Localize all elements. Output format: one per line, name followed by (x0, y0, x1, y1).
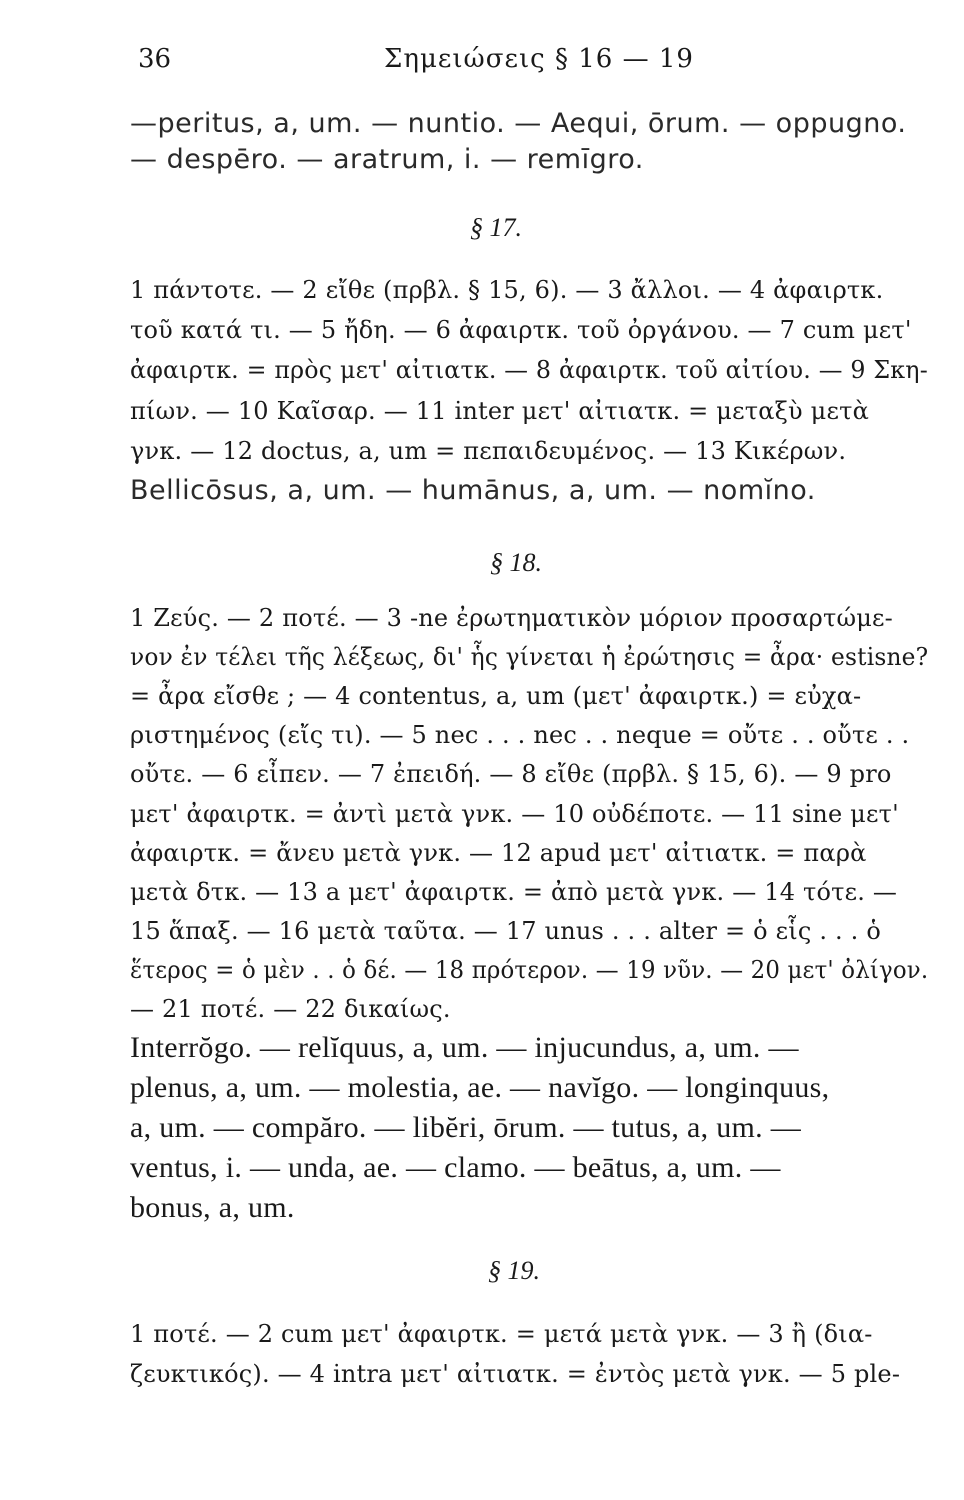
section16-line-1: —peritus, a, um. — nuntio. — Aequi, ōrum. — oppugno. (130, 108, 907, 139)
section18-line-5: οὔτε. — 6 εἶπεν. — 7 ἐπειδή. — 8 εἴθε (πρβλ. § 15, 6). — 9 pro (130, 760, 892, 788)
section18-line-1: 1 Ζεύς. — 2 ποτέ. — 3 -ne ἐρωτηματικὸν μόριον προσαρτώμε- (130, 604, 893, 632)
section19-line-2: ζευκτικός). — 4 intra μετ' αἰτιατκ. = ἐντὸς μετὰ γνκ. — 5 ple- (130, 1360, 901, 1388)
section17-line-3: ἀφαιρτκ. = πρὸς μετ' αἰτιατκ. — 8 ἀφαιρτκ. τοῦ αἰτίου. — 9 Σκη- (130, 356, 928, 384)
page-header (128, 40, 924, 80)
section16-line-2: — despēro. — aratrum, i. — remīgro. (130, 144, 644, 175)
section17-latin: Bellicōsus, a, um. — humānus, a, um. — nomĭno. (130, 475, 816, 506)
page-number: 36 (138, 44, 172, 74)
section19-heading: § 19. (488, 1256, 540, 1285)
section18-line-4: ριστημένος (εἴς τι). — 5 nec . . . nec . . neque = οὔτε . . οὔτε . . (130, 721, 910, 749)
section18-latin-1: Interrŏgo. — relĭquus, a, um. — injucundus, a, um. — (130, 1031, 799, 1064)
section18-line-10: ἕτερος = ὁ μὲν . . ὁ δέ. — 18 πρότερον. — 19 νῦν. — 20 μετ' ὀλίγον. (130, 956, 929, 984)
section18-heading: § 18. (490, 548, 542, 577)
section18-line-11: — 21 ποτέ. — 22 δικαίως. (130, 995, 451, 1023)
section19-line-1: 1 ποτέ. — 2 cum μετ' ἀφαιρτκ. = μετά μετὰ γνκ. — 3 ἢ (δια- (130, 1320, 873, 1348)
section18-line-2: νον ἐν τέλει τῆς λέξεως, δι' ἧς γίνεται ἡ ἐρώτησις = ἆρα· estisne? (130, 643, 929, 671)
section17-line-4: πίων. — 10 Καῖσαρ. — 11 inter μετ' αἰτιατκ. = μεταξὺ μετὰ (130, 397, 869, 425)
section18-line-7: ἀφαιρτκ. = ἄνευ μετὰ γνκ. — 12 apud μετ' αἰτιατκ. = παρὰ (130, 839, 867, 867)
section18-latin-2: plenus, a, um. — molestia, ae. — navĭgo. — longinquus, (130, 1071, 830, 1104)
section18-latin-5: bonus, a, um. (130, 1191, 295, 1224)
section17-heading: § 17. (470, 213, 522, 242)
running-head: Σημειώσεις § 16 — 19 (384, 44, 694, 74)
section18-line-6: μετ' ἀφαιρτκ. = ἀντὶ μετὰ γνκ. — 10 οὐδέποτε. — 11 sine μετ' (130, 800, 899, 828)
section17-line-2: τοῦ κατά τι. — 5 ἤδη. — 6 ἀφαιρτκ. τοῦ ὀργάνου. — 7 cum μετ' (130, 316, 912, 344)
section18-latin-3: a, um. — compăro. — libĕri, ōrum. — tutus, a, um. — (130, 1111, 802, 1144)
section18-line-8: μετὰ δτκ. — 13 a μετ' ἀφαιρτκ. = ἀπὸ μετὰ γνκ. — 14 τότε. — (130, 878, 898, 906)
section18-latin-4: ventus, i. — unda, ae. — clamo. — beātus, a, um. — (130, 1151, 781, 1184)
section17-line-5: γνκ. — 12 doctus, a, um = πεπαιδευμένος. — 13 Κικέρων. (130, 437, 847, 465)
section17-line-1: 1 πάντοτε. — 2 εἴθε (πρβλ. § 15, 6). — 3 ἄλλοι. — 4 ἀφαιρτκ. (130, 276, 884, 304)
section18-line-9: 15 ἅπαξ. — 16 μετὰ ταῦτα. — 17 unus . . . alter = ὁ εἷς . . . ὁ (130, 917, 881, 945)
section18-line-3: = ἆρα εἴσθε ; — 4 contentus, a, um (μετ' ἀφαιρτκ.) = εὐχα- (130, 682, 862, 710)
